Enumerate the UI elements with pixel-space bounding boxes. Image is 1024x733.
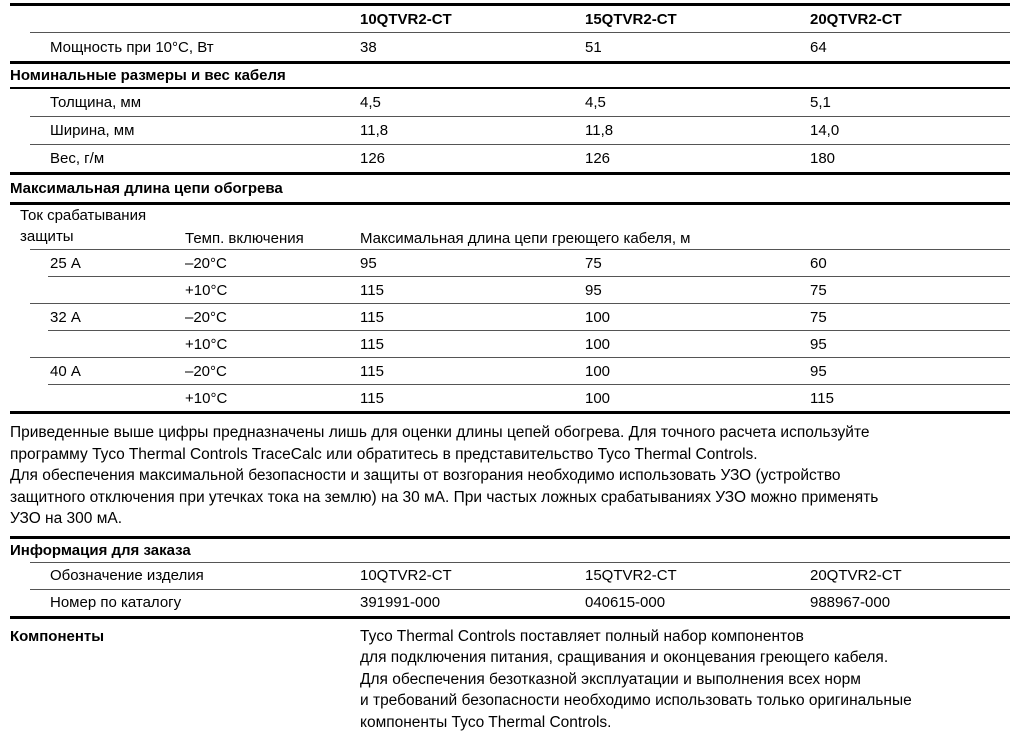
power-label: Мощность при 10°C, Вт — [10, 39, 360, 56]
cell-value: 126 — [360, 150, 585, 167]
components-line: и требований безопасности необходимо использовать только оригинальные — [360, 690, 1010, 712]
column-header-model-3: 20QTVR2-CT — [810, 11, 1010, 28]
switch-temp: +10°C — [185, 390, 360, 407]
length-header-current — [10, 205, 185, 247]
length-row-32a-plus10 — [10, 331, 1010, 357]
components-line: Tyco Thermal Controls поставляет полный набор компонентов — [360, 626, 1010, 648]
row-label: Номер по каталогу — [10, 594, 360, 611]
switch-temp: –20°C — [185, 255, 360, 272]
switch-temp: –20°C — [185, 363, 360, 380]
current-rating: 25 А — [10, 255, 185, 272]
section-title-components: Компоненты — [10, 626, 360, 733]
length-row-25a-minus20 — [10, 250, 1010, 276]
section-title-dimensions: Номинальные размеры и вес кабеля — [10, 64, 1010, 87]
switch-temp: +10°C — [185, 336, 360, 353]
row-label: Вес, г/м — [10, 150, 360, 167]
cell-value: 14,0 — [810, 122, 1010, 139]
cell-value: 60 — [810, 255, 1010, 272]
length-row-25a-plus10 — [10, 277, 1010, 303]
switch-temp: +10°C — [185, 282, 360, 299]
cell-value: 95 — [810, 363, 1010, 380]
cell-value: 115 — [360, 336, 585, 353]
cell-value: 040615-000 — [585, 594, 810, 611]
order-row-catalog-number — [10, 590, 1010, 616]
cell-value: 75 — [810, 282, 1010, 299]
column-header-model-2: 15QTVR2-CT — [585, 11, 810, 28]
length-header-current-line2: защиты — [20, 226, 185, 247]
cell-value: 115 — [360, 309, 585, 326]
switch-temp: –20°C — [185, 309, 360, 326]
column-header-model-1: 10QTVR2-CT — [360, 11, 585, 28]
length-header-current-line1: Ток срабатывания — [20, 205, 185, 226]
row-label: Толщина, мм — [10, 94, 360, 111]
length-row-32a-minus20 — [10, 304, 1010, 330]
cell-value: 4,5 — [585, 94, 810, 111]
cell-value: 100 — [585, 336, 810, 353]
length-table-header — [10, 205, 1010, 249]
length-row-40a-minus20 — [10, 358, 1010, 384]
notes-line: Приведенные выше цифры предназначены лишь для оценки длины цепей обогрева. Для точного расчета используйте — [10, 422, 1010, 444]
cell-value: 11,8 — [360, 122, 585, 139]
cell-value: 100 — [585, 363, 810, 380]
cell-value: 15QTVR2-CT — [585, 567, 810, 584]
cell-value: 95 — [360, 255, 585, 272]
section-title-ordering: Информация для заказа — [10, 539, 1010, 562]
section-title-max-length: Максимальная длина цепи обогрева — [10, 175, 1010, 202]
power-value-2: 51 — [585, 39, 810, 56]
datasheet-page — [10, 0, 1010, 733]
power-value-1: 38 — [360, 39, 585, 56]
notes-paragraph — [10, 414, 1010, 536]
components-line: Для обеспечения безотказной эксплуатации и выполнения всех норм — [360, 669, 1010, 691]
current-rating: 40 А — [10, 363, 185, 380]
current-rating: 32 А — [10, 309, 185, 326]
cell-value: 115 — [810, 390, 1010, 407]
cell-value: 115 — [360, 363, 585, 380]
components-section — [10, 619, 1010, 733]
cell-value: 988967-000 — [810, 594, 1010, 611]
length-row-40a-plus10 — [10, 385, 1010, 411]
notes-line: УЗО на 300 мА. — [10, 508, 1010, 530]
cell-value: 11,8 — [585, 122, 810, 139]
cell-value: 100 — [585, 390, 810, 407]
row-label: Ширина, мм — [10, 122, 360, 139]
table-row-width — [10, 117, 1010, 144]
cell-value: 75 — [810, 309, 1010, 326]
cell-value: 75 — [585, 255, 810, 272]
cell-value: 391991-000 — [360, 594, 585, 611]
length-header-maxlen: Максимальная длина цепи греющего кабеля, м — [360, 230, 1010, 247]
cell-value: 126 — [585, 150, 810, 167]
cell-value: 4,5 — [360, 94, 585, 111]
notes-line: программу Tyco Thermal Controls TraceCalc или обратитесь в представительство Tyco Thermal Controls. — [10, 444, 1010, 466]
cell-value: 115 — [360, 282, 585, 299]
cell-value: 115 — [360, 390, 585, 407]
length-header-temp: Темп. включения — [185, 230, 360, 247]
table-row-thickness — [10, 89, 1010, 116]
notes-line: защитного отключения при утечках тока на землю) на 30 мА. При частых ложных срабатываниях УЗО можно применять — [10, 487, 1010, 509]
components-line: для подключения питания, сращивания и оконцевания греющего кабеля. — [360, 647, 1010, 669]
notes-line: Для обеспечения максимальной безопасности и защиты от возгорания необходимо использовать УЗО (устройство — [10, 465, 1010, 487]
order-row-designation — [10, 563, 1010, 589]
cell-value: 95 — [585, 282, 810, 299]
power-row — [10, 33, 1010, 61]
cell-value: 180 — [810, 150, 1010, 167]
cell-value: 5,1 — [810, 94, 1010, 111]
table-row-weight — [10, 145, 1010, 172]
components-text — [360, 626, 1010, 733]
power-value-3: 64 — [810, 39, 1010, 56]
cell-value: 100 — [585, 309, 810, 326]
cell-value: 10QTVR2-CT — [360, 567, 585, 584]
row-label: Обозначение изделия — [10, 567, 360, 584]
column-header-row — [10, 6, 1010, 32]
cell-value: 20QTVR2-CT — [810, 567, 1010, 584]
cell-value: 95 — [810, 336, 1010, 353]
components-line: компоненты Tyco Thermal Controls. — [360, 712, 1010, 733]
